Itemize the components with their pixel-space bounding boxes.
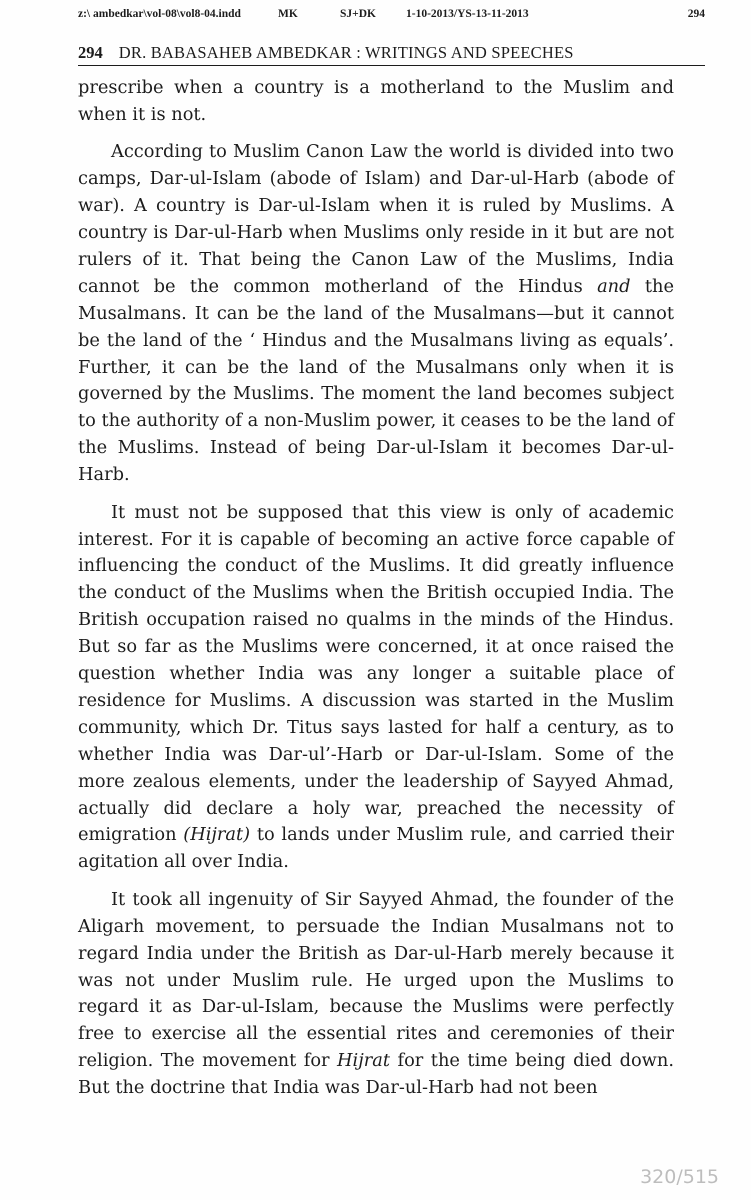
- running-header: [78, 43, 705, 66]
- slug-initials: MK: [278, 8, 298, 20]
- text-segment: to lands under Muslim rule, and carried their agitation all over India.: [78, 824, 674, 873]
- text-segment: It took all ingenuity of Sir Sayyed Ahmad, the founder of the Aligarh movement, to persuade the Indian Musalmans not to regard India under the British as Dar-ul-Harb merely because it was not under Muslim rule. He urged upon the Muslims to regard it as Dar-ul-Islam, because the Muslims were perfectly free to exercise all the essential rites and ceremonies of their religion. The movement for: [78, 888, 674, 1072]
- header-page-number: 294: [78, 43, 103, 62]
- paragraph-academic-interest: [78, 500, 674, 877]
- emphasis-text: (Hijrat): [183, 824, 251, 846]
- page-counter: 320/515: [640, 1166, 719, 1188]
- paragraph-continued: [78, 75, 674, 129]
- text-segment: It must not be supposed that this view is only of academic interest. For it is capable of becoming an active force capable of influencing the conduct of the Muslims. It did greatly influence the conduct of the Muslims when the British occupied India. The British occupation raised no qualms in the minds of the Hindus. But so far as the Muslims were concerned, it at once raised the question whether India was any longer a suitable place of residence for Muslims. A discussion was started in the Muslim community, which Dr. Titus says lasted for half a century, as to whether India was Dar-ul’-Harb or Dar-ul-Islam. Some of the more zealous elements, under the leadership of Sayyed Ahmad, actually did declare a holy war, preached the necessity of emigration: [78, 501, 674, 846]
- header-title: DR. BABASAHEB AMBEDKAR : WRITINGS AND SPEECHES: [118, 43, 574, 62]
- text-segment: According to Muslim Canon Law the world is divided into two camps, Dar-ul-Islam (abode of Islam) and Dar-ul-Harb (abode of war). A country is Dar-ul-Islam when it is ruled by Muslims. A country is Dar-ul-Harb when Muslims only reside in it but are not rulers of it. That being the Canon Law of the Muslims, India cannot be the common motherland of the Hindus: [78, 141, 674, 297]
- print-slug-line: [78, 8, 705, 22]
- slug-editors: SJ+DK: [340, 8, 376, 20]
- text-segment: for the time being died down. But the doctrine that India was Dar-ul-Harb had not been: [78, 1050, 674, 1099]
- emphasis-text: Hijrat: [337, 1050, 390, 1072]
- page-body: [78, 75, 674, 1113]
- text-segment: the Musalmans. It can be the land of the Musalmans—but it cannot be the land of the ‘ Hindus and the Musalmans living as equals’. Further, it can be the land of the Musalmans only when it is governed by the Muslims. The moment the land becomes subject to the authority of a non-Muslim power, it ceases to be the land of the Muslims. Instead of being Dar-ul-Islam it becomes Dar-ul-Harb.: [78, 275, 674, 486]
- slug-dates: 1-10-2013/YS-13-11-2013: [406, 8, 529, 20]
- paragraph-canon-law: [78, 139, 674, 489]
- text-segment: prescribe when a country is a motherland to the Muslim and when it is not.: [78, 77, 674, 125]
- emphasis-text: and: [597, 275, 631, 297]
- paragraph-aligarh: [78, 887, 674, 1102]
- slug-page: 294: [687, 8, 705, 20]
- slug-file-path: z:\ ambedkar\vol-08\vol8-04.indd: [78, 8, 241, 20]
